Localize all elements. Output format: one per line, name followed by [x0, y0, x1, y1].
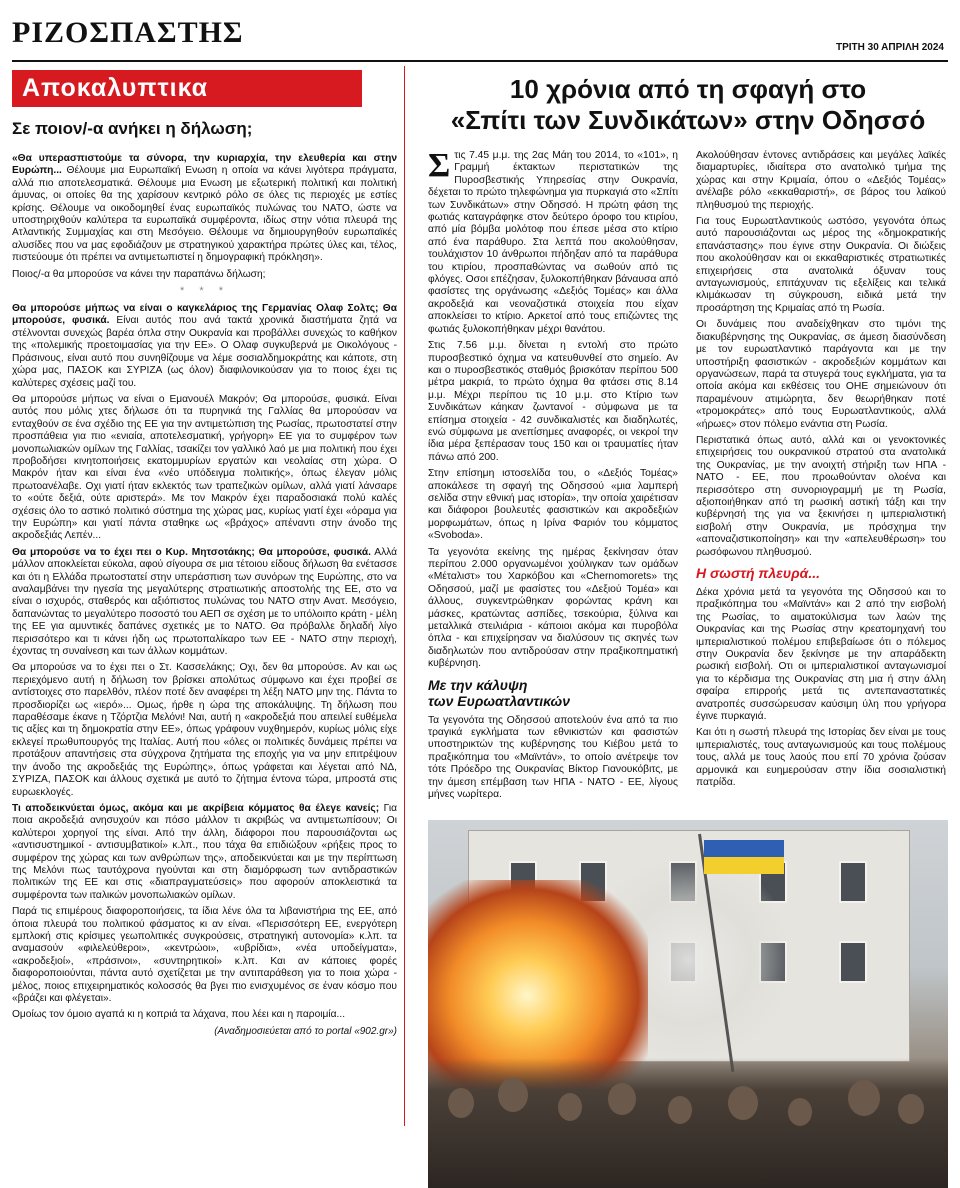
- flag-yellow: [704, 857, 784, 874]
- article-paragraph: Για τους Ευρωατλαντικούς ωστόσο, γεγονότα όπως αυτό παρουσιάζονται ως μέρος της «δημοκρατικής επανάστασης» που έγινε στην Ουκρανία. Οι διώξεις που ακολούθησαν και οι εκκαθαριστικές στρατιωτικές επιχειρήσεις στα ανατολικά όξυναν τους ανταγωνισμούς, επιτάχυναν τις εξελίξεις και τελικά κλιμάκωσαν τη σύγκρουση, ειδικά μετά την προσάρτηση της Κριμαίας από τη Ρωσία.: [696, 216, 946, 314]
- article-body: [428, 150, 948, 816]
- section-banner: Αποκαλυπτικα: [12, 70, 362, 107]
- flag-blue: [704, 840, 784, 857]
- photo-crowd: [428, 1058, 948, 1188]
- article-paragraph: Περιστατικά όπως αυτό, αλλά και οι γενοκτονικές επιχειρήσεις του ουκρανικού στρατού στα ανατολικά της Ουκρανίας, με την ανοιχτή στήριξη των ΗΠΑ - ΝΑΤΟ - ΕΕ, που προωθούνταν ολοένα και περισσότερο στη συνοριογραμμή με τη Ρωσία, αξιοποιήθηκαν από τη ρωσική αστική τάξη και την κυβέρνησή της για να ξεκινήσει η ιμπεριαλιστική εισβολή στην Ουκρανία, με πρόσχημα την «αποναζιστικοποίηση» και την «απελευθέρωση» του ρωσόφωνου πληθυσμού.: [696, 434, 946, 558]
- left-article-title: Σε ποιον/-α ανήκει η δήλωση;: [12, 119, 253, 138]
- left-paragraph: Θα μπορούσε να το έχει πει ο Στ. Κασσελάκης; Οχι, δεν θα μπορούσε. Αν και ως περιεχόμενο αυτή η δήλωση τον βρίσκει απολύτως σύμφωνο και έχει προβεί σε αντίστοιχες στο παρελθόν, πλέον ποτέ δεν αναφέρει τη λέξη ΝΑΤΟ μην της. Πάντα το προσδιορίζει ως «ιερό»... Ομως, ήρθε η ώρα της αποκάλυψης. Τη δήλωση που παραθέσαμε έκανε η Τζόρτζια Μελόνι! Ναι, αυτή η «ακροδεξιά που απειλεί ευθέμελα τις αξίες και τη δημοκρατία στην ΕΕ», όπως γράφουν νυχθημερόν, κυρίως μόλις είχε εκλεγεί πρωθυπουργός της Ιταλίας. Αυτή που «όλες οι πολιτικές δυνάμεις πρέπει να προτάξουν απαντήσεις στα σύγχρονα ζητήματα της εποχής για να μην επιτρέψουν την άνοδο της ακροδεξιάς της Ευρώπης», όπως γράφεται και λέγεται από ΝΔ, ΣΥΡΙΖΑ, ΠΑΣΟΚ και άλλους σχετικά με αυτό το ζήτημα έντονα τώρα, μπροστά στις ευρωεκλογές.: [12, 662, 397, 798]
- left-paragraph: Θα μπορούσε μήπως να είναι ο Εμανουέλ Μακρόν; Θα μπορούσε, φυσικά. Είναι αυτός που μόλις χτες δήλωσε ότι τα πυρηνικά της Γαλλίας θα μπορούσαν να ενταχθούν σε ένα σχέδιο της ΕΕ για την αντιμετώπιση της Ρωσίας, πρωτοστατεί στην προσπάθεια για πιο «ενιαία, αποτελεσματική, γρήγορη» ΕΕ για το συμφέρον των μονοπωλιακών ομίλων της Γαλλίας, τσακίζει τον γαλλικό λαό με μια πολιτική που έχει προβοδήσει κινητοποιήσεις εκατομμυρίων εργατών και νεολαίας στη χώρα. Ο Μακρόν ήταν και είναι ένα «νέο υπόδειγμα πολιτικής», όπως έλεγαν μόλις πρωτοανέλαβε. Οχι γιατί ήταν εκλεκτός των τραπεζικών ομίλων, αλλά γιατί λάνσαρε το «ούτε δεξιά, ούτε αριστερά». Με τον Μακρόν έχει παραδοσιακά πολύ καλές σχέσεις όλο το αστικό πολιτικό σύστημα της χώρας μας, κυρίως γιατί έχει «όραμα για την Ευρώπη» και γιατί πάντα σταθηκε ως «βράχος» απέναντι στην άνοδο της ακροδεξιάς Λεπέν...: [12, 393, 397, 542]
- article-paragraph: Τα γεγονότα της Οδησσού αποτελούν ένα από τα πιο τραγικά εγκλήματα των εθνικιστών και φασιστών υποστηρικτών της κυβέρνησης του Κιέβου μετά το πραξικόπημα του «Μαϊντάν», το οποίο ανέτρεψε τον τότε Πρόεδρο της Ουκρανίας Βίκτορ Γιανουκόβιτς, με την άμεση επέμβαση των ΗΠΑ - ΝΑΤΟ - ΕΕ, λίγους μήνες νωρίτερα.: [428, 714, 678, 801]
- news-photo: [428, 820, 948, 1188]
- masthead-rule: [12, 60, 948, 62]
- masthead: [0, 0, 960, 62]
- subheading: Με την κάλυψη των Ευρωατλαντικών: [428, 676, 570, 709]
- right-column: [428, 70, 948, 1130]
- main-article-title: 10 χρόνια από τη σφαγή στο «Σπίτι των Συνδικάτων» στην Οδησσό: [450, 74, 926, 135]
- issue-date: ΤΡΙΤΗ 30 ΑΠΡΙΛΗ 2024: [835, 42, 944, 53]
- left-paragraph: Ομοίως τον όμοιο αγαπά κι η κοπριά τα λάχανα, που λέει και η παροιμία...: [12, 1009, 346, 1021]
- subheading: Η σωστή πλευρά...: [696, 565, 820, 581]
- article-paragraph: Και ότι η σωστή πλευρά της Ιστορίας δεν είναι με τους ιμπεριαλιστές, τους ανταγωνισμούς και τους πολέμους τους, αλλά με τους λαούς που επί 70 χρόνια ζούσαν αρμονικά και ευημερούσαν στην ίδια σοσιαλιστική πατρίδα.: [696, 727, 946, 789]
- ukraine-flag: [704, 840, 784, 874]
- article-paragraph: Στην επίσημη ιστοσελίδα του, ο «Δεξιός Τομέας» αποκάλεσε τη σφαγή της Οδησσού «μια λαμπερή σελίδα στην εθνική μας ιστορία», την οποία χαιρέτισαν και διάφοροι βουλευτές φασιστικών και ακροδεξιών μορφωμάτων, όπως η Ιρίνα Φαριόν του κόμματος «Svoboda».: [428, 468, 678, 542]
- left-paragraph: «Θα υπερασπιστούμε τα σύνορα, την κυριαρχία, την ελευθερία και στην Ευρώπη... Θέλουμε μια Ευρωπαϊκή Ενωση η οποία να κάνει λιγότερα πράγματα, αλλά πιο αποτελεσματικά. Θέλουμε μια Ενωση με εξωτερική πολιτική και πολιτική άμυνας, οι οποίες θα της χαρίσουν κεντρικό ρόλο σε όλες τις περιοχές με εστίες κρίσης. Θέλουμε να οικοδομηθεί ένας ευρωπαϊκός πυλώνας του ΝΑΤΟ, ώστε να υποστηριχθούν καλύτερα τα ευρωπαϊκά συμφέροντα, ιδίως στην νότια πλευρά της Ατλαντικής Συμμαχίας και στη Μεσόγειο. Θέλουμε να δημιουργηθούν ευρωπαϊκές αλυσίδες που να μας εφοδιάζουν με στρατηγικού χαρακτήρα πρώτες ύλες και, τέλος, πιστεύουμε ότι πρέπει να αντιμετωπιστεί η δημογραφική πρόκληση».: [12, 153, 397, 264]
- source-credit: (Αναδημοσιεύεται από το portal «902.gr»): [214, 1025, 397, 1037]
- left-column: [12, 70, 397, 1130]
- newspaper-logo: ΡΙΖΟΣΠΑΣΤΗΣ: [12, 16, 244, 49]
- article-paragraph: Ακολούθησαν έντονες αντιδράσεις και μεγάλες λαϊκές διαμαρτυρίες, ιδιαίτερα στο ανατολικό τμήμα της χώρας και στην Κριμαία, όπου ο «Δεξιός Τομέας» ανέλαβε ρόλο «εκκαθαριστή», σε βάρος του λαϊκού πληθυσμού της περιοχής.: [696, 150, 946, 211]
- article-paragraph: Τα γεγονότα εκείνης της ημέρας ξεκίνησαν όταν περίπου 2.000 οργανωμένοι χούλιγκαν των ομάδων «Μέταλιστ» του Χαρκόβου και «Chernomorets» της Οδησσού, μαζί με φασίστες του «Δεξιού Τομέα» και άλλους, συγκεντρώθηκαν φορώντας κράνη και μάσκες, κρατώντας ασπίδες, τσεκούρια, ξύλινα και μεταλλικά στειλιάρια - κάποιοι ακόμα και πυροβόλα όπλα - και επιχείρησαν να διαλύσουν τις σκηνές των διαδηλωτών που αντιδρούσαν στην πραξικοπηματική κυβέρνηση.: [428, 546, 678, 670]
- left-paragraph: Παρά τις επιμέρους διαφοροποιήσεις, τα ίδια λένε όλα τα λιβανιστήρια της ΕΕ, από όποια πλευρά του πολιτικού φάσματος κι αν είναι. «Περισσότερη ΕΕ, ενεργότερη εμπλοκή στις κρίσιμες γεωπολιτικές συγκρούσεις, στρατηγική αυτονομία» κ.λπ. τα αναμασούν «φιλελεύθεροι», «κεντρώοι», «υβρίδια», «νέα υποδείγματα», «ακροδεξιοί», «πράσινοι», «συντηρητικοί» κ.λπ. Και αν κάποιες φορές διαφοροποιούνται, πάντα αυτό σχετίζεται με την αντιπαράθεση για το ποια χώρα - μέλος, ποιος επιχειρηματικός κολοσσός θα βγει πιο ενισχυμένος σε έναν κόσμο που «βράζει και φλέγεται».: [12, 906, 397, 1004]
- article-paragraph: Οι δυνάμεις που αναδείχθηκαν στο τιμόνι της διακυβέρνησης της Ουκρανίας, σε άμεση διασύνδεση με τον ευρωατλαντικό παράγοντα και με την υποστήριξη φασιστικών - ακροδεξιών κομμάτων και οργανώσεων, παρά τα στυγερά τους εγκλήματα, για τα οποία ακόμα και εκθέσεις του ΟΗΕ σημειώνουν ότι παραμένουν ατιμώρητα, δεν θεωρήθηκαν ποτέ «τρομοκράτες» από τους Ευρωατλαντικούς, αλλά «ήρωες» στον πόλεμο ενάντια στη Ρωσία.: [696, 319, 946, 430]
- article-column-2: [696, 150, 946, 816]
- article-column-1: [428, 150, 678, 816]
- left-paragraph: Θα μπορούσε να το έχει πει ο Κυρ. Μητσοτάκης; Θα μπορούσε, φυσικά. Αλλά μάλλον αποκλείεται εύκολα, αφού σίγουρα σε μια τέτοιου είδους δήλωση θα ενέτασσε και ότι η Ελλάδα πρωτοστατεί στην υπεράσπιση των συνόρων της Ευρώπης, στο να αναλαμβάνει την ηγεσία της μεγαλύτερης στρατιωτικής αποστολής της ΕΕ, στο να είναι ο ισχυρός, σταθερός και αξιόπιστος πυλώνας του ΝΑΤΟ στην Ανατ. Μεσόγειο, δαπανώντας το μεγαλύτερο ποσοστό του ΑΕΠ σε σχέση με το υπόλοιπο κράτη - μέλη της ΕΕ για αμυντικές δαπάνες σχετικές με το ΝΑΤΟ. Θα πρόβαλλε δηλαδή λίγο περισσότερο και τι κάνει ήδη ως πρωτοπαλίκαρο των ΕΕ - ΝΑΤΟ στην περιοχή, έχοντας τη συναίνεση και των άλλων κομμάτων.: [12, 546, 397, 658]
- left-paragraph: Ποιος/-α θα μπορούσε να κάνει την παραπάνω δήλωση;: [12, 268, 266, 280]
- drop-cap: Σ: [428, 150, 451, 184]
- article-paragraph: Στις 7.56 μ.μ. δίνεται η εντολή στο πρώτο πυροσβεστικό όχημα να κατευθυνθεί στο σημείο. Αν και ο πυροσβεστικός σταθμός βρισκόταν περίπου 500 μέτρα μακριά, το πρώτο όχημα θα φτάσει στις 8.14 μ.μ. Μέχρι περίπου τις 10 μ.μ. στο Κτίριο των Συνδικάτων κάηκαν ζωντανοί - σύμφωνα με τα επίσημα στοιχεία - 42 συνδικαλιστές και διαδηλωτές, ενώ σύμφωνα με ανεπίσημες αναφορές, οι νεκροί την ίδια μέρα ξεπέρασαν τους 150 και οι τραυματίες ήταν πάνω από 200.: [428, 340, 678, 463]
- separator-stars: * * *: [180, 285, 229, 298]
- left-paragraph: Τι αποδεικνύεται όμως, ακόμα και με ακρίβεια κόμματος θα έλεγε κανείς; Για ποια ακροδεξιά ανησυχούν και πόσο μάλλον τι ακριβώς να αντιμετωπίσουν; Οι καλύτεροι χορηγοί της είναι. Από την άλλη, διάφοροι που παρουσιάζονται ως «αντισυστημικοί - αντισυμβατικοί» κ.λπ., που τάχα θα επιδιώξουν «ρήξεις προς το συμφέρον της χώρας και των ανθρώπων της», αποδεικνύεται και με την περίπτωση της Μελόνι πως ταυτόχρονα ηγούνται και στη διαμόρφωση των αντιδραστικών πολιτικών της ΕΕ και στις «διαπραγματεύσεις» που αφορούν αποκλειστικά τα συμφέροντα των ιταλικών μονοπωλιακών ομίλων.: [12, 802, 397, 901]
- article-paragraph: Στις 7.45 μ.μ. της 2ας Μάη του 2014, το «101», η Γραμμή έκτακτων περιστατικών της Πυροσβεστικής Υπηρεσίας στην Ουκρανία, δέχεται το πρώτο τηλεφώνημα για πυρκαγιά στο «Σπίτι των Συνδικάτων» στην Οδησσό. Η πρώτη φάση της φωτιάς καταγράφηκε στον δεύτερο όροφο του κτιρίου, από μία βόμβα μολότοφ που έπεσε μέσα στο κτίριο από ένα παράθυρο. Στα λεπτά που ακολούθησαν, τουλάχιστον 10 άνθρωποι πήδηξαν από τα παράθυρα του κτιρίου, προσπαθώντας να σωθούν από τις φλόγες. Οσοι επέζησαν, ξυλοκοπήθηκαν βάναυσα από φασίστες της οργάνωσης «Δεξιός Τομέας» και άλλα ακροδεξιά και νεοναζιστικά στοιχεία που είχαν αποκλείσει το κτίριο. Αρκετοί από τους επιζώντες της φωτιάς ξυλοκοπήθηκαν μέχρι θανάτου.: [428, 150, 678, 335]
- left-paragraph: Θα μπορούσε μήπως να είναι ο καγκελάριος της Γερμανίας Ολαφ Σολτς; Θα μπορούσε, φυσικά. Είναι αυτός που ανά τακτά χρονικά διαστήματα ζητά να στέλνονται συνεχώς βαρέα όπλα στην Ουκρανία και προβάλλει συνεχώς το καθήκον της «πολεμικής προετοιμασίας για την ΕΕ». Ο Ολαφ συγκυβερνά με Οικολόγους - Πράσινους, είναι αυτό που συνηθίζουμε να λέμε σοσιαλδημοκράτης και κάποτε, στη χώρα μας, ΠΑΣΟΚ και ΣΥΡΙΖΑ (ως όλον) διαφιλονικούσαν για το ποιος έχει τις καλύτερες σχέσεις μαζί του.: [12, 303, 397, 389]
- column-divider: [404, 66, 405, 1126]
- article-paragraph: Δέκα χρόνια μετά τα γεγονότα της Οδησσού και το πραξικόπημα του «Μαϊντάν» και 2 από την εισβολή της Ρωσίας, το αιματοκύλισμα των λαών της Ουκρανίας και της Ρωσίας στην κρεατομηχανή του ιμπεριαλιστικού πολέμου επιβεβαίωσε ότι ο πόλεμος στην Ουκρανία δεν ξεκίνησε με την απαράδεκτη ρωσική εισβολή. Οτι οι ιμπεριαλιστικοί ανταγωνισμοί για το κέρδισμα της Ουκρανίας στη μια ή στην άλλη σφαίρα επιρροής μετά τις αντεπαναστατικές ανατροπές συσσώρευσαν καύσιμη ύλη που γρήγορα έγινε πυρκαγιά.: [696, 587, 946, 723]
